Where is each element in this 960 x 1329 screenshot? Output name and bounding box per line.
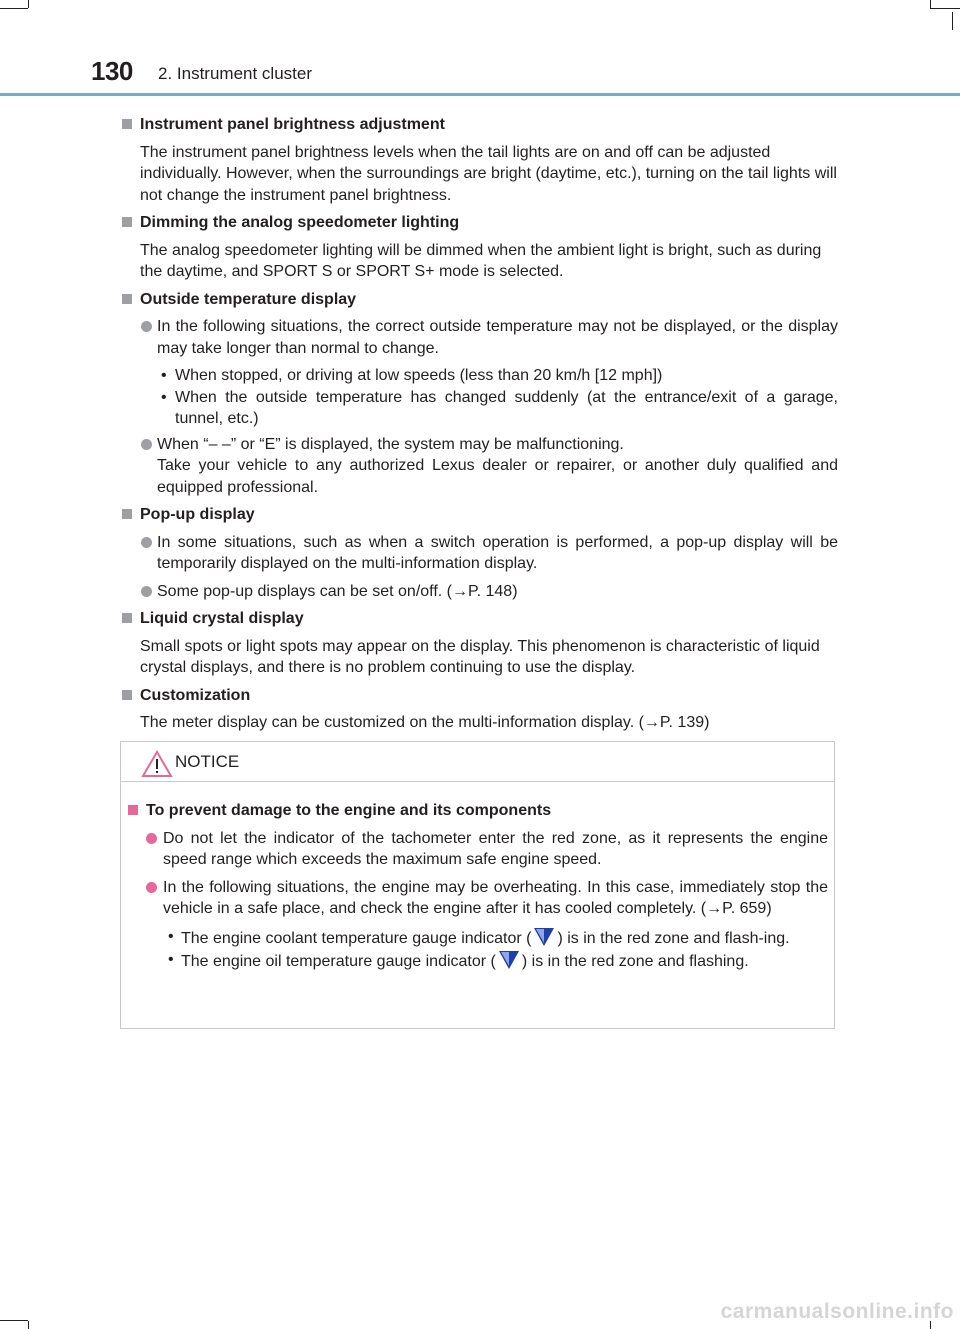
notice-box [120, 741, 835, 1029]
round-bullet-icon [146, 882, 157, 893]
chapter-title: 2. Instrument cluster [158, 64, 313, 83]
dot-marker: • [161, 367, 167, 384]
crop-mark [28, 0, 29, 8]
round-bullet-icon [141, 439, 152, 450]
section-heading: Pop-up display [122, 504, 838, 526]
page-number: 130 [91, 56, 133, 86]
dot-marker: • [168, 927, 174, 945]
section-heading: Dimming the analog speedometer lighting [122, 212, 838, 234]
temperature-gauge-icon [532, 926, 556, 948]
section-heading: Liquid crystal display [122, 608, 838, 630]
crop-mark [930, 0, 931, 8]
crop-mark [0, 1320, 28, 1321]
square-bullet-icon [122, 613, 132, 623]
sub-list-item: • When the outside temperature has changed suddenly (at the entrance/exit of a garage, tunnel, etc.) [161, 388, 838, 427]
list-item: In the following situations, the correct outside temperature may not be displayed, or the display may take longer than normal to change. [122, 316, 838, 359]
section-text: The analog speedometer lighting will be dimmed when the ambient light is bright, such as during the daytime, and SPORT S or SPORT S+ mode is selected. [140, 241, 822, 280]
crop-mark [28, 1321, 29, 1329]
notice-heading: To prevent damage to the engine and its components [128, 800, 828, 822]
main-content [122, 108, 838, 734]
header-rule [0, 93, 960, 96]
square-bullet-icon [122, 690, 132, 700]
square-bullet-icon [122, 509, 132, 519]
section-heading: Outside temperature display [122, 289, 838, 311]
notice-list-item: In the following situations, the engine may be overheating. In this case, immediately stop the vehicle in a safe place, and check the engine after it has cooled completely. (→P. 659) [128, 877, 828, 920]
square-bullet-icon [122, 294, 132, 304]
round-bullet-icon [141, 537, 152, 548]
dot-marker: • [161, 388, 167, 406]
notice-label: NOTICE [175, 752, 240, 771]
sub-list-item: • When stopped, or driving at low speeds (less than 20 km/h [12 mph]) [122, 365, 838, 387]
section-text: The meter display can be customized on the multi-information display. (→P. 139) [140, 714, 710, 731]
section-text: Small spots or light spots may appear on the display. This phenomenon is characteristic of liquid crystal displays, and there is no problem continuing to use the display. [140, 637, 820, 676]
notice-header [121, 742, 834, 782]
round-bullet-icon [146, 833, 157, 844]
notice-sub-item: • The engine coolant temperature gauge indicator ( ) is in the red zone and flash-ing. [168, 927, 790, 947]
notice-body [128, 800, 828, 973]
crop-mark [0, 8, 28, 9]
section-text: The instrument panel brightness levels when the tail lights are on and off can be adjusted individually. However, when the surroundings are bright (daytime, etc.), turning on the tail lights will not change the instrument panel brightness. [140, 143, 837, 204]
section-heading: Instrument panel brightness adjustment [122, 114, 838, 136]
list-item: Some pop-up displays can be set on/off. (→P. 148) [122, 581, 838, 603]
crop-mark [952, 12, 953, 30]
section-heading: Customization [122, 685, 838, 707]
list-item: When “– –” or “E” is displayed, the system may be malfunctioning. Take your vehicle to any authorized Lexus dealer or repairer, or another duly qualified and equipped professional. [122, 434, 838, 499]
temperature-gauge-icon [497, 949, 521, 971]
notice-list-item: Do not let the indicator of the tachometer enter the red zone, as it represents the engine speed range which exceeds the maximum safe engine speed. [128, 828, 828, 871]
round-bullet-icon [141, 586, 152, 597]
warning-triangle-icon [141, 750, 173, 778]
round-bullet-icon [141, 321, 152, 332]
square-bullet-icon [128, 805, 138, 815]
list-item: In some situations, such as when a switch operation is performed, a pop-up display will be temporarily displayed on the multi-information display. [122, 532, 838, 575]
dot-marker: • [168, 951, 174, 968]
watermark: carmanualsonline.info [720, 1300, 954, 1323]
notice-sub-item: • The engine oil temperature gauge indicator ( ) is in the red zone and flashing. [168, 951, 749, 970]
square-bullet-icon [122, 119, 132, 129]
square-bullet-icon [122, 217, 132, 227]
crop-mark [930, 8, 960, 9]
